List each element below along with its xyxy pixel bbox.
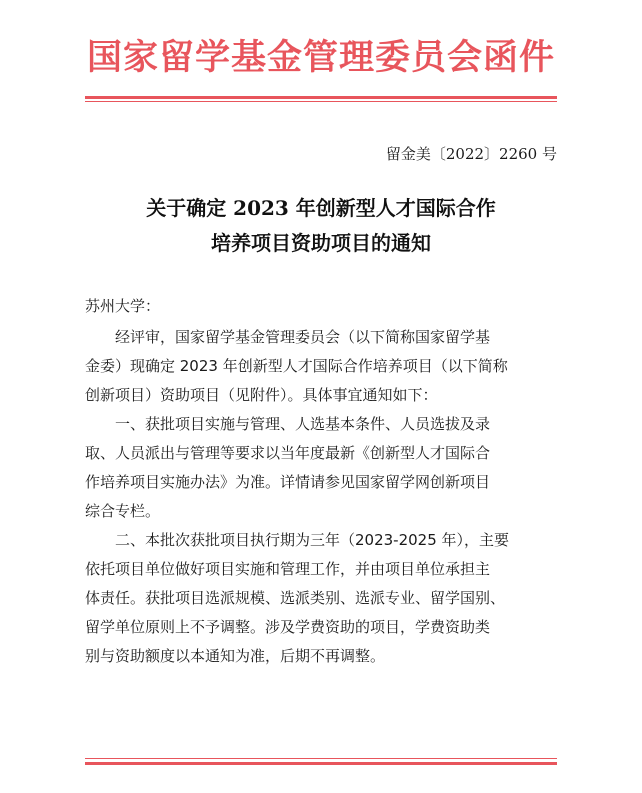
letterhead-rule-thick bbox=[85, 96, 557, 99]
paragraph-line: 别与资助额度以本通知为准，后期不再调整。 bbox=[85, 647, 386, 665]
document-number: 留金美〔2022〕2260 号 bbox=[385, 145, 557, 163]
paragraph-line: 一、获批项目实施与管理、人选基本条件、人员选拔及录 bbox=[115, 415, 491, 433]
salutation: 苏州大学： bbox=[85, 297, 161, 315]
paragraph-line: 金委）现确定 2023 年创新型人才国际合作培养项目（以下简称 bbox=[85, 357, 508, 375]
footer-rule-thin bbox=[85, 758, 557, 759]
paragraph-2 bbox=[85, 410, 557, 526]
document-title-line-2: 培养项目资助项目的通知 bbox=[211, 231, 431, 255]
footer-rule-thick bbox=[85, 762, 557, 765]
paragraph-line: 作培养项目实施办法》为准。详情请参见国家留学网创新项目 bbox=[85, 473, 491, 491]
paragraph-1 bbox=[85, 323, 557, 410]
paragraph-line: 综合专栏。 bbox=[85, 502, 161, 520]
paragraph-line: 创新项目）资助项目（见附件）。具体事宜通知如下： bbox=[85, 386, 438, 404]
letterhead-title: 国家留学基金管理委员会函件 bbox=[86, 37, 555, 78]
paragraph-line: 经评审，国家留学基金管理委员会（以下简称国家留学基 bbox=[115, 328, 491, 346]
document-title-line-1: 关于确定 2023 年创新型人才国际合作 bbox=[146, 196, 496, 220]
paragraph-line: 体责任。获批项目选派规模、选派类别、选派专业、留学国别、 bbox=[85, 589, 506, 607]
paragraph-line: 二、本批次获批项目执行期为三年（2023-2025 年），主要 bbox=[115, 531, 510, 549]
paragraph-line: 依托项目单位做好项目实施和管理工作，并由项目单位承担主 bbox=[85, 560, 491, 578]
paragraph-line: 留学单位原则上不予调整。涉及学费资助的项目，学费资助类 bbox=[85, 618, 491, 636]
document-body bbox=[85, 292, 557, 671]
paragraph-line: 取、人员派出与管理等要求以当年度最新《创新型人才国际合 bbox=[85, 444, 491, 462]
letterhead-rule-thin bbox=[85, 101, 557, 102]
paragraph-3 bbox=[85, 526, 557, 671]
